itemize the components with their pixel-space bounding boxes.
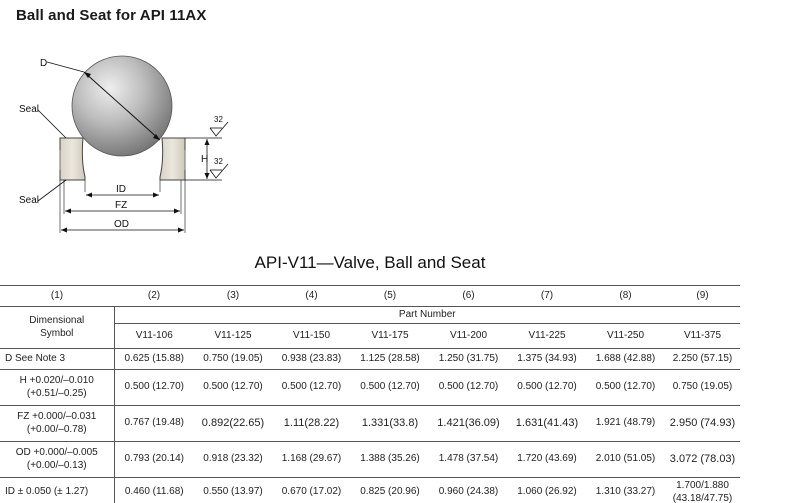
- table-cell: 1.11(28.22): [272, 406, 351, 442]
- table-row: [0, 406, 740, 442]
- part-number: V11-175: [351, 324, 429, 349]
- table-cell: 0.892(22.65): [194, 406, 272, 442]
- table-title: API-V11—Valve, Ball and Seat: [254, 253, 486, 272]
- ball-seat-drawing: [0, 40, 260, 240]
- table-row: [0, 478, 740, 503]
- col-number: (3): [194, 286, 272, 307]
- part-number: V11-200: [429, 324, 508, 349]
- col-number: (7): [508, 286, 586, 307]
- label-id: ID: [116, 184, 126, 195]
- table-cell: 1.388 (35.26): [351, 442, 429, 478]
- table-cell: 0.670 (17.02): [272, 478, 351, 503]
- dimensional-symbol-header: Dimensional Symbol: [0, 307, 114, 349]
- table-cell: 1.060 (26.92): [508, 478, 586, 503]
- table-cell: 0.500 (12.70): [272, 370, 351, 406]
- table-cell: 0.625 (15.88): [114, 349, 194, 370]
- table-cell: 2.950 (74.93): [665, 406, 740, 442]
- table-cell: 1.631(41.43): [508, 406, 586, 442]
- col-number: (8): [586, 286, 665, 307]
- row-symbol: FZ +0.000/–0.031 (+0.00/–0.78): [0, 406, 114, 442]
- svg-text:32: 32: [214, 115, 223, 124]
- label-d: D: [40, 58, 48, 69]
- row-symbol: D See Note 3: [0, 349, 114, 370]
- label-fz: FZ: [115, 200, 128, 211]
- table-cell: 1.478 (37.54): [429, 442, 508, 478]
- row-symbol: H +0.020/–0.010 (+0.51/–0.25): [0, 370, 114, 406]
- col-number: (6): [429, 286, 508, 307]
- table-cell: 0.960 (24.38): [429, 478, 508, 503]
- part-number: V11-106: [114, 324, 194, 349]
- table-cell: 0.460 (11.68): [114, 478, 194, 503]
- part-number: V11-225: [508, 324, 586, 349]
- table-row: [0, 349, 740, 370]
- table-cell: 0.793 (20.14): [114, 442, 194, 478]
- seat-left: [60, 138, 85, 180]
- page-title: Ball and Seat for API 11AX: [16, 7, 207, 24]
- table-cell: 1.125 (28.58): [351, 349, 429, 370]
- table-cell: 2.250 (57.15): [665, 349, 740, 370]
- spec-table: [0, 285, 740, 503]
- table-cell: 1.720 (43.69): [508, 442, 586, 478]
- col-number: (4): [272, 286, 351, 307]
- part-number: V11-125: [194, 324, 272, 349]
- label-seal-bottom: Seal: [19, 195, 40, 206]
- part-number: V11-150: [272, 324, 351, 349]
- col-number: (1): [0, 286, 114, 307]
- table-cell: 1.310 (33.27): [586, 478, 665, 503]
- table-cell: 1.700/1.880 (43.18/47.75): [665, 478, 740, 503]
- table-cell: 0.550 (13.97): [194, 478, 272, 503]
- svg-text:32: 32: [214, 157, 223, 166]
- table-cell: 1.375 (34.93): [508, 349, 586, 370]
- table-cell: 0.750 (19.05): [194, 349, 272, 370]
- part-number-header: Part Number: [114, 307, 740, 324]
- table-cell: 0.750 (19.05): [665, 370, 740, 406]
- table-cell: 0.500 (12.70): [429, 370, 508, 406]
- table-row: [0, 370, 740, 406]
- table-cell: 0.500 (12.70): [114, 370, 194, 406]
- table-cell: 1.331(33.8): [351, 406, 429, 442]
- table-cell: 0.938 (23.83): [272, 349, 351, 370]
- part-number: V11-250: [586, 324, 665, 349]
- table-cell: 1.168 (29.67): [272, 442, 351, 478]
- table-cell: 0.500 (12.70): [351, 370, 429, 406]
- table-cell: 0.500 (12.70): [586, 370, 665, 406]
- col-number: (9): [665, 286, 740, 307]
- table-cell: 0.767 (19.48): [114, 406, 194, 442]
- table-cell: 1.421(36.09): [429, 406, 508, 442]
- table-cell: 3.072 (78.03): [665, 442, 740, 478]
- table-cell: 1.250 (31.75): [429, 349, 508, 370]
- label-seal-top: Seal: [19, 104, 40, 115]
- col-number: (5): [351, 286, 429, 307]
- seat-right: [160, 138, 185, 180]
- label-h: H: [201, 154, 209, 165]
- table-cell: 0.918 (23.32): [194, 442, 272, 478]
- table-cell: 0.825 (20.96): [351, 478, 429, 503]
- part-number: V11-375: [665, 324, 740, 349]
- table-cell: 0.500 (12.70): [194, 370, 272, 406]
- table-cell: 0.500 (12.70): [508, 370, 586, 406]
- row-symbol: ID ± 0.050 (± 1.27): [0, 478, 114, 503]
- label-od: OD: [114, 219, 129, 230]
- surface-finish-top-icon: [210, 115, 228, 136]
- col-number: (2): [114, 286, 194, 307]
- table-row: [0, 442, 740, 478]
- table-cell: 1.921 (48.79): [586, 406, 665, 442]
- table-cell: 1.688 (42.88): [586, 349, 665, 370]
- surface-finish-bottom-icon: [210, 157, 228, 178]
- table-cell: 2.010 (51.05): [586, 442, 665, 478]
- row-symbol: OD +0.000/–0.005 (+0.00/–0.13): [0, 442, 114, 478]
